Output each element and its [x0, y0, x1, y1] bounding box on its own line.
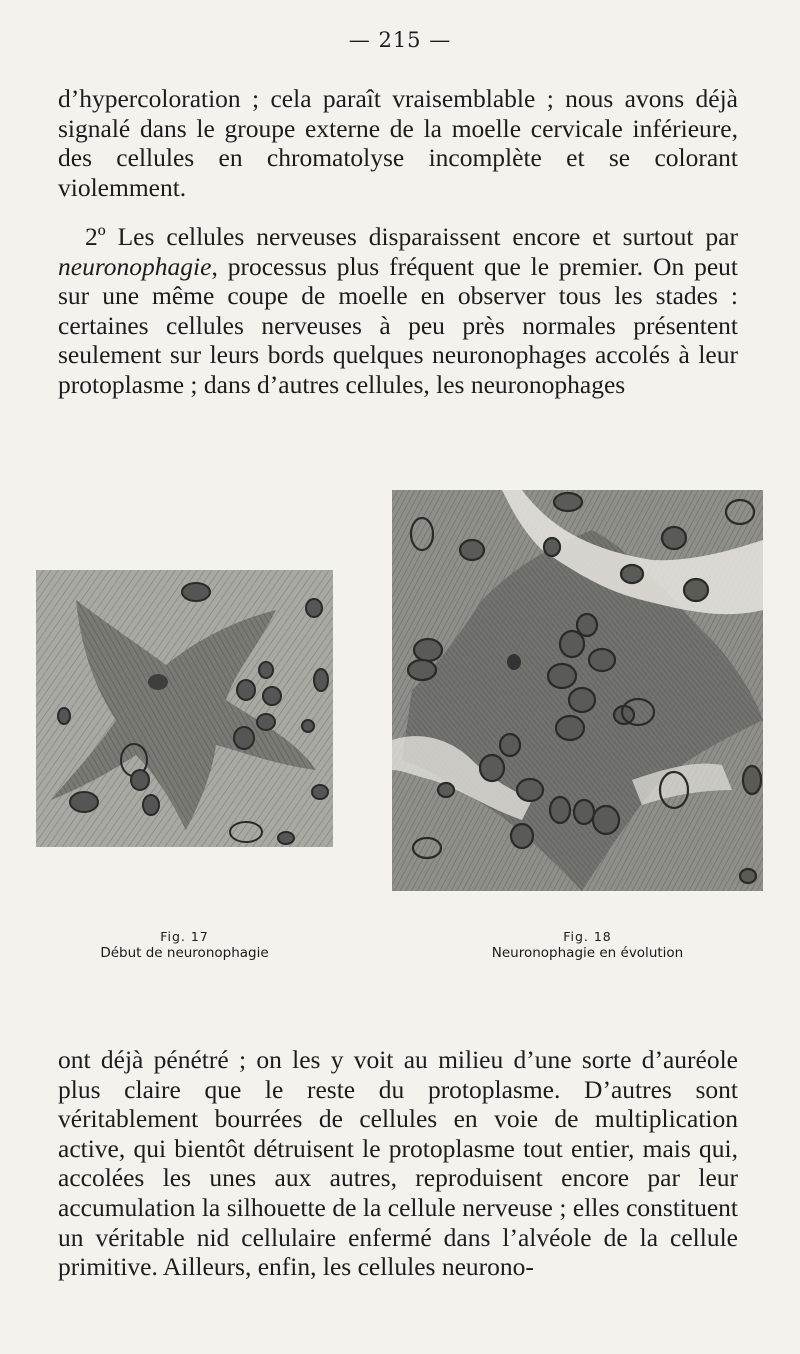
paragraph-2-emphasis: neuronophagie [58, 251, 212, 281]
paragraph-2 [58, 222, 738, 400]
figure-17-caption [36, 928, 333, 962]
page-number: — 215 — [348, 28, 452, 52]
figure-18-caption [402, 928, 773, 962]
figure-18-image [392, 490, 763, 891]
paragraph-1 [58, 84, 738, 202]
paragraph-3 [58, 1045, 738, 1282]
paragraph-1-text: d’hypercoloration ; cela paraît vraisemblable ; nous avons déjà signalé dans le groupe externe de la moelle cervicale inférieure, des cellules en chromatolyse incomplète et se colorant violemment. [58, 84, 738, 202]
figure-17-title: Début de neuronophagie [100, 945, 269, 961]
paragraph-2-text-start: 2º Les cellules nerveuses disparaissent encore et surtout par [85, 222, 738, 251]
paragraph-3-text: ont déjà pénétré ; on les y voit au milieu d’une sorte d’auréole plus claire que le reste du protoplasme. D’autres sont véritablement bourrées de cellules en voie de multiplication active, qui bientôt détruisent le protoplasme tout entier, mais qui, accolées les unes aux autres, reproduisent encore par leur accumulation la silhouette de la cellule nerveuse ; elles constituent un véritable nid cellulaire enfermé dans l’alvéole de la cellule primitive. Ailleurs, enfin, les cellules neurono- [58, 1045, 738, 1282]
figure-18-label: Fig. 18 [563, 929, 612, 944]
figure-18-title: Neuronophagie en évolution [491, 945, 684, 961]
figure-17-image [36, 570, 333, 847]
paragraph-2-text-end: , processus plus fréquent que le premier. On peut sur une même coupe de moelle en observer tous les stades : certaines cellules nerveuses à peu près normales présentent seulement sur leurs bords quelques neuronophages accolés à leur protoplasme ; dans d’autres cellules, les neuronophages [58, 251, 738, 399]
figure-17-label: Fig. 17 [160, 929, 209, 944]
